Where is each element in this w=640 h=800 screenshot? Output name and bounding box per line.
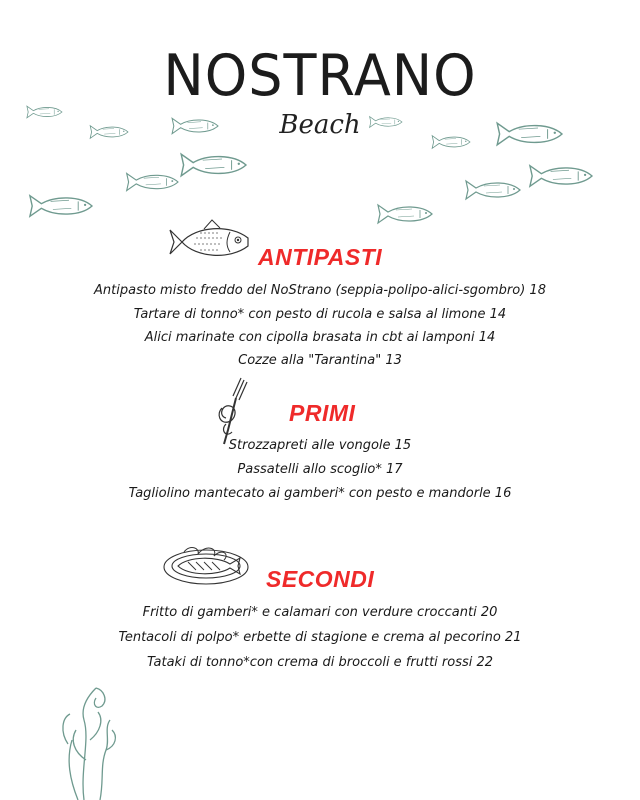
section-title-antipasti: ANTIPASTI [258, 244, 383, 270]
section-title-primi: PRIMI [289, 400, 356, 426]
menu-item: Cozze alla "Tarantina" 13 [238, 353, 402, 368]
menu-item: Passatelli allo scoglio* 17 [237, 462, 403, 477]
section-title-secondi: SECONDI [266, 566, 375, 592]
brand-logo: NOSTRANO [163, 42, 477, 109]
menu-item: Tataki di tonno*con crema di broccoli e frutti rossi 22 [146, 655, 494, 670]
menu-item: Tartare di tonno* con pesto di rucola e salsa al limone 14 [133, 307, 507, 322]
menu-item: Alici marinate con cipolla brasata in cbt ai lamponi 14 [144, 330, 496, 345]
menu-item: Fritto di gamberi* e calamari con verdure croccanti 20 [142, 605, 498, 620]
menu-item: Antipasto misto freddo del NoStrano (seppia-polipo-alici-sgombro) 18 [94, 283, 546, 298]
brand-subtitle: Beach [279, 110, 361, 140]
menu-item: Strozzapreti alle vongole 15 [228, 438, 412, 453]
menu-item: Tagliolino mantecato ai gamberi* con pesto e mandorle 16 [128, 486, 512, 501]
menu-item: Tentacoli di polpo* erbette di stagione e crema al pecorino 21 [118, 630, 522, 645]
